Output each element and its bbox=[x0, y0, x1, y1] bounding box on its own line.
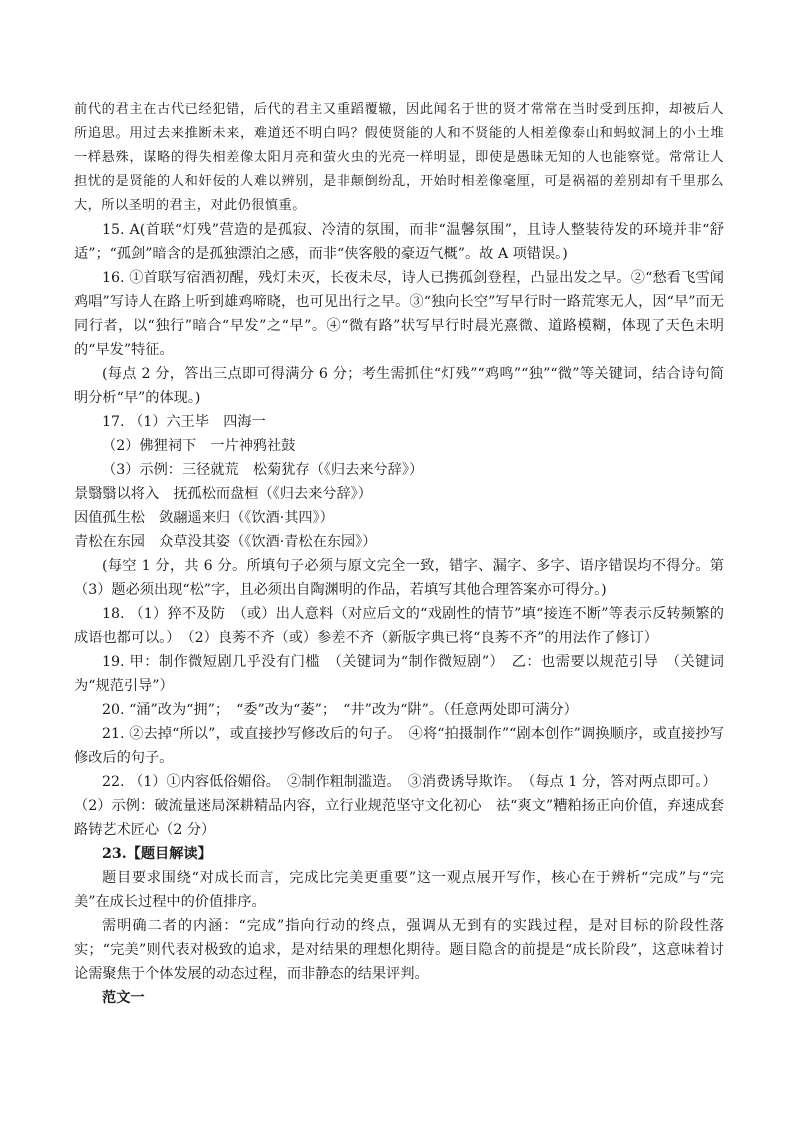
answer-23-paragraph-2: 需明确二者的内涵：“完成”指向行动的终点，强调从无到有的实践过程，是对目标的阶段性落实；“完美”则代表对极致的追求，是对结果的理想化期待。题目隐含的前提是“成长阶段”，这意味着讨论需聚焦于个体发展的动态过程，而非静态的结果评判。 bbox=[74, 918, 724, 982]
answer-16-scoring: (每点 2 分，答出三点即可得满分 6 分；考生需抓住“灯残”“鸡鸣”“独”“微”等关键词，结合诗句简明分析“早”的体现。) bbox=[74, 366, 724, 406]
answer-23-title: 23.【题目解读】 bbox=[102, 846, 212, 862]
answer-21: 21. ②去掉“所以”，或直接抄写修改后的句子。 ④将“拍摄制作”“剧本创作”调换顺序，或直接抄写修改后的句子。 bbox=[74, 726, 724, 766]
answer-17-3-d: 青松在东园 众草没其姿（《饮酒·青松在东园》） bbox=[74, 534, 377, 550]
answer-23-paragraph-1: 题目要求围绕“对成长而言，完成比完美更重要”这一观点展开写作，核心在于辨析“完成”与“完美”在成长过程中的价值排序。 bbox=[74, 870, 724, 910]
answer-17-3: （3）示例：三径就荒 松菊犹存（《归去来兮辞》） bbox=[102, 462, 424, 478]
translation-paragraph: 前代的君主在古代已经犯错，后代的君主又重蹈覆辙，因此闻名于世的贤才常常在当时受到压抑，却被后人所追思。用过去来推断未来，难道还不明白吗？假使贤能的人和不贤能的人相差像泰山和蚂蚁洞上的小土堆一样悬殊，谋略的得失相差像太阳月亮和萤火虫的光亮一样明显，即使是愚昧无知的人也能察觉。常常让人担忧的是贤能的人和奸佞的人难以辨别，是非颠倒纷乱，开始时相差像毫厘，可是祸福的差别却有千里那么大，所以圣明的君主，对此仍很慎重。 bbox=[74, 102, 724, 213]
answer-content bbox=[74, 98, 724, 1010]
answer-17-scoring: (每空 1 分，共 6 分。所填句子必须与原文完全一致，错字、漏字、多字、语序错误均不得分。第（3）题必须出现“松”字，且必须出自陶渊明的作品，若填写其他合理答案亦可得分。) bbox=[74, 558, 724, 598]
answer-22-2: （2）示例：破流量迷局深耕精品内容，立行业规范坚守文化初心 祛“爽文”糟粕扬正向价值，弃速成套路铸艺术匠心（2 分） bbox=[74, 798, 724, 838]
answer-20: 20. “涌”改为“拥”； “委”改为“萎”； “井”改为“阱”。（任意两处即可满分） bbox=[102, 702, 578, 718]
answer-17-1: 17. （1）六王毕 四海一 bbox=[102, 414, 266, 430]
answer-17-3-b: 景翳翳以将入 抚孤松而盘桓（《归去来兮辞》） bbox=[74, 486, 372, 502]
answer-22-1: 22. （1）①内容低俗媚俗。 ②制作粗制滥造。 ③消费诱导欺诈。 （每点 1 分，答对两点即可。） bbox=[102, 774, 717, 790]
answer-19: 19. 甲：制作微短剧几乎没有门槛 （关键词为“制作微短剧”） 乙：也需要以规范引导 （关键词为“规范引导”） bbox=[74, 654, 724, 694]
answer-17-3-c: 因值孤生松 敛翮遥来归（《饮酒·其四》） bbox=[74, 510, 334, 526]
sample-essay-title: 范文一 bbox=[102, 990, 145, 1006]
answer-15: 15. A(首联“灯残”营造的是孤寂、冷清的氛围，而非“温馨氛围”，且诗人整装待发的环境并非“舒适”；“孤剑”暗含的是孤独漂泊之感，而非“侠客般的豪迈气概”。故 A 项错误。) bbox=[74, 222, 724, 262]
answer-17-2: （2）佛狸祠下 一片神鸦社鼓 bbox=[102, 438, 296, 454]
answer-18: 18. （1）猝不及防 （或）出人意料（对应后文的“戏剧性的情节”填“接连不断”等表示反转频繁的成语也都可以。） （2）良莠不齐（或）参差不齐（新版字典已将“良莠不齐”的用法作了修订） bbox=[74, 606, 724, 646]
answer-16: 16. ①首联写宿酒初醒，残灯未灭，长夜未尽，诗人已携孤剑登程，凸显出发之早。②“愁看飞雪闻鸡唱”写诗人在路上听到雄鸡啼晓，也可见出行之早。③“独向长空”写早行时一路荒寒无人，因“早”而无同行者，以“独行”暗合“早发”之“早”。④“微有路”状写早行时晨光熹微、道路模糊，体现了天色未明的“早发”特征。 bbox=[74, 270, 724, 358]
